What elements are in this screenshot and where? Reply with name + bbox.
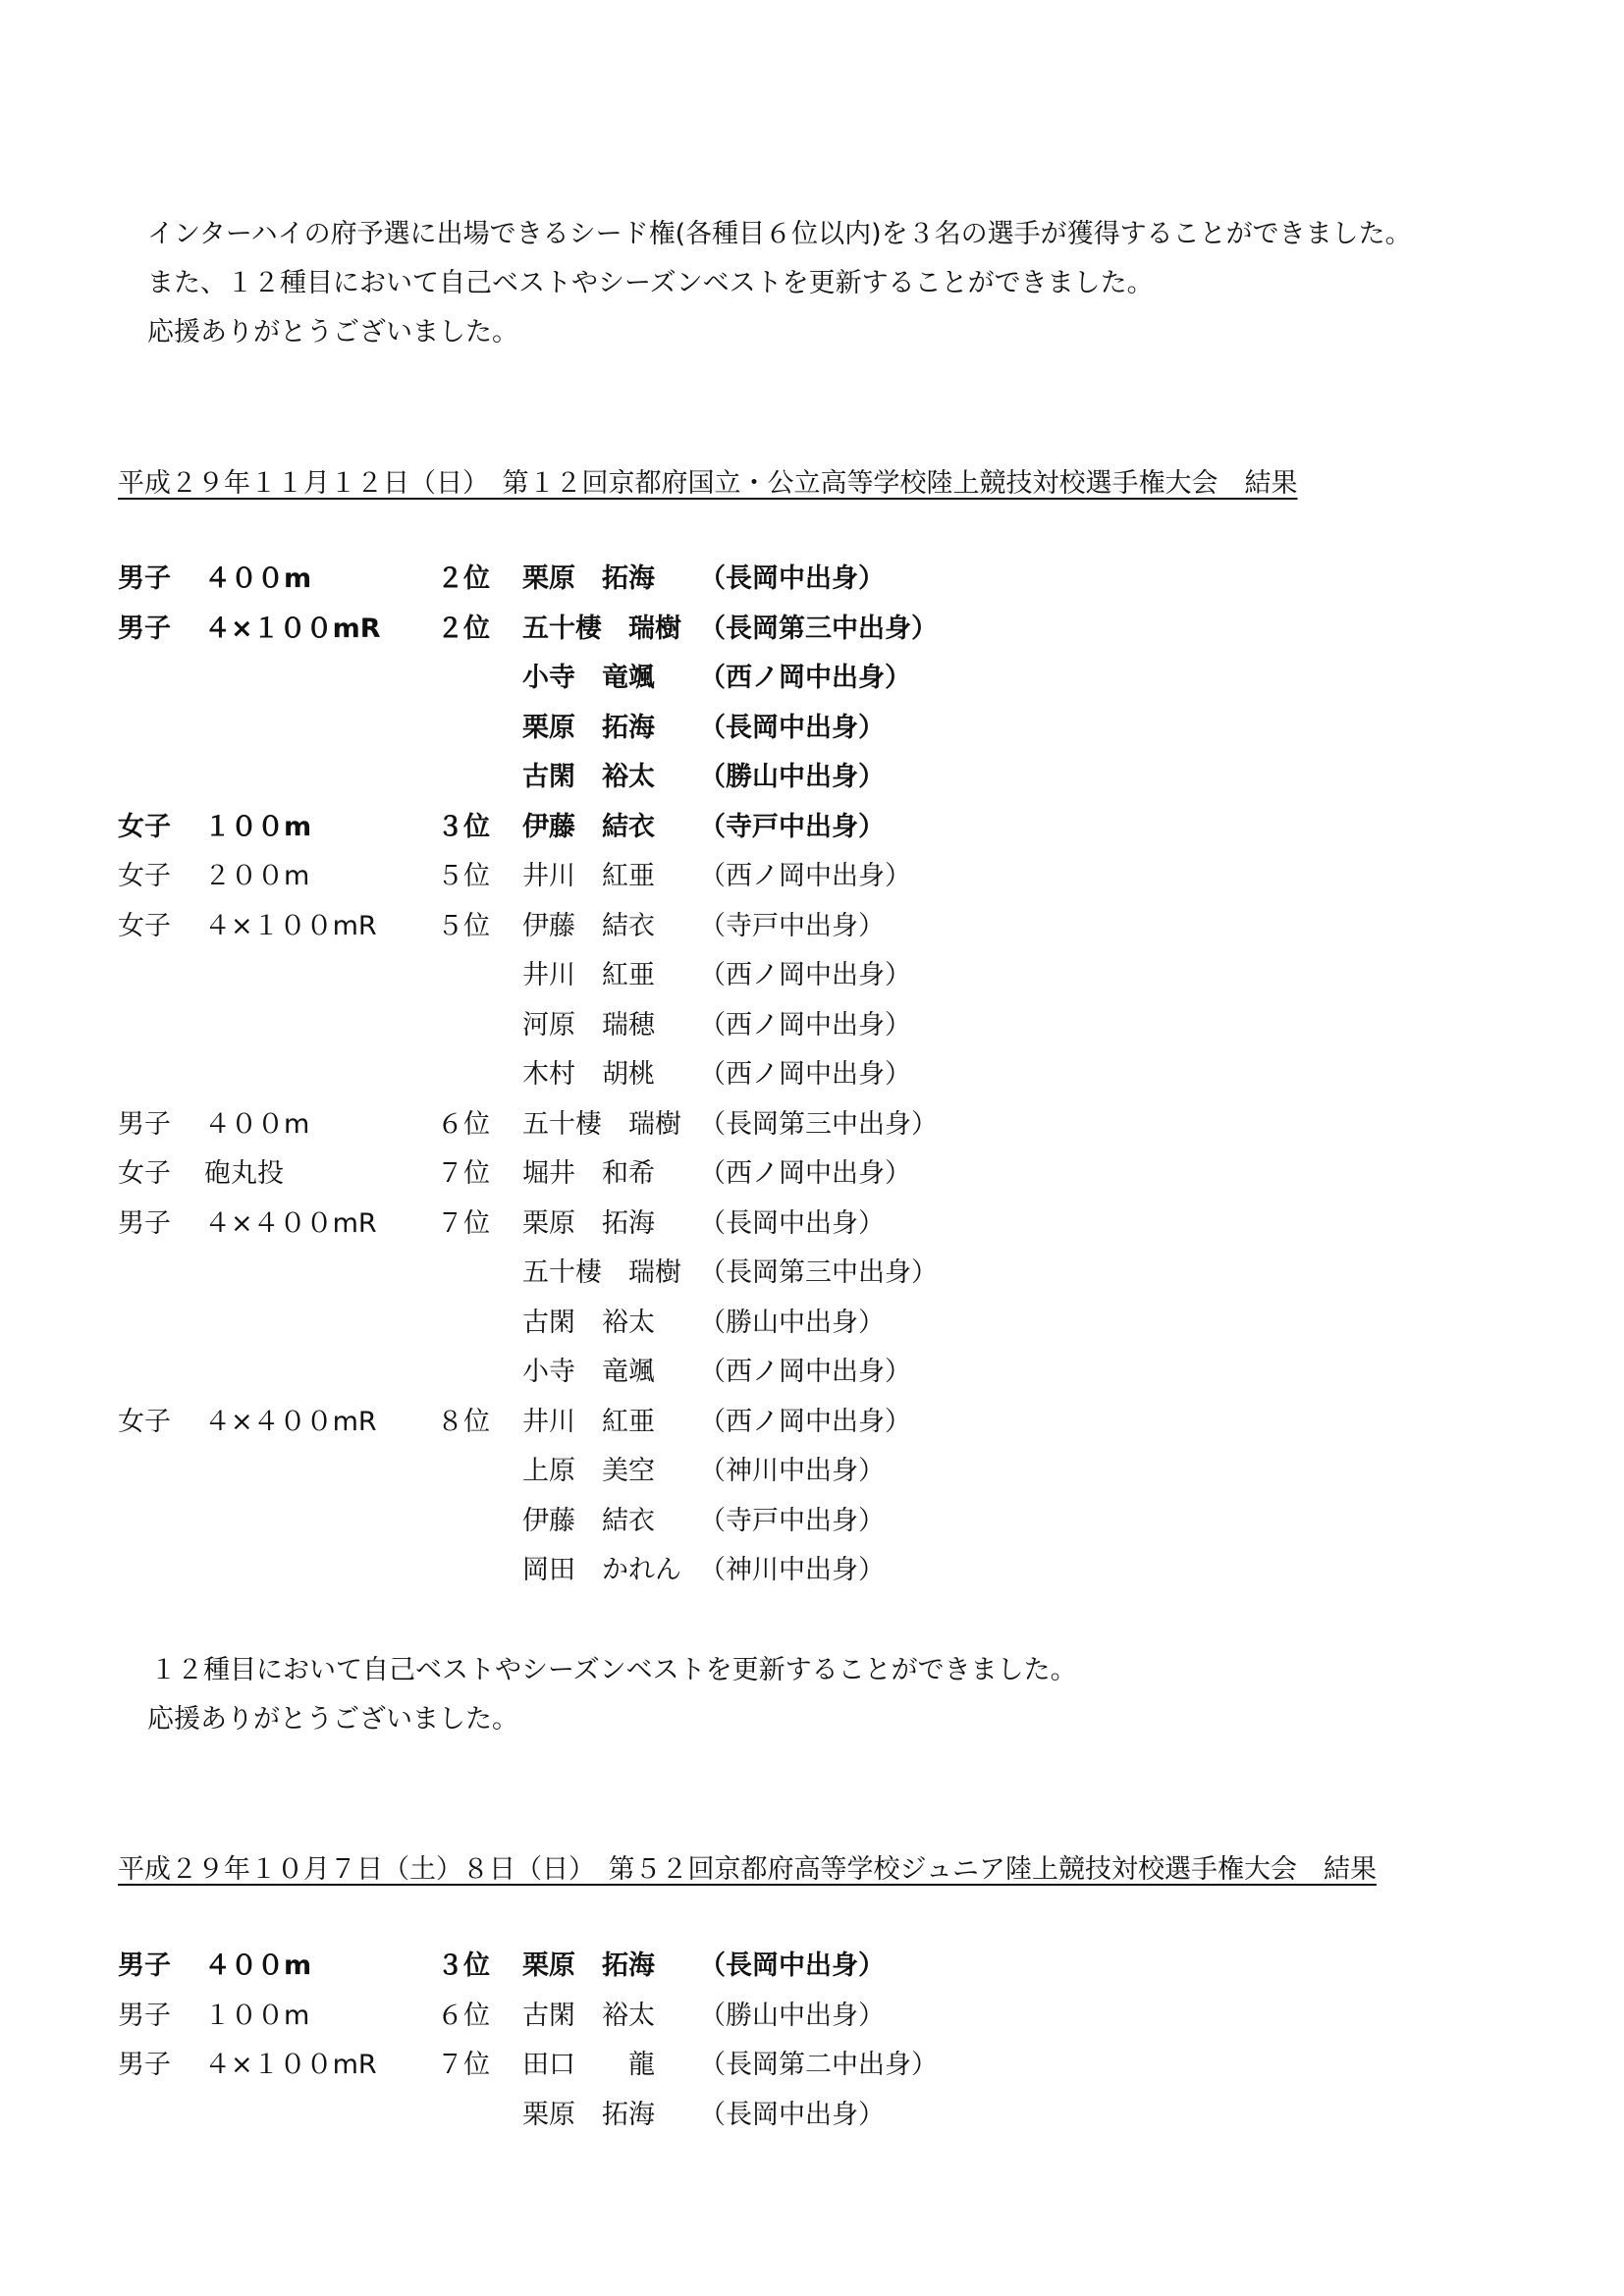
result-school: （寺戸中出身） bbox=[699, 910, 885, 941]
result-rank: ５位 bbox=[437, 861, 490, 891]
result-athlete-name: 伊藤 結衣 bbox=[522, 1505, 655, 1536]
closing-line: 応援ありがとうございました。 bbox=[147, 1704, 518, 1735]
result-school: （長岡第三中出身） bbox=[699, 1257, 938, 1288]
result-event: ４×４００mR bbox=[204, 1207, 377, 1239]
result-athlete-name: 井川 紅亜 bbox=[522, 861, 655, 891]
result-gender: 男子 bbox=[118, 613, 171, 644]
result-rank: ２位 bbox=[437, 613, 490, 644]
result-rank: ３位 bbox=[437, 1950, 490, 1981]
result-athlete-name: 栗原 拓海 bbox=[522, 1207, 655, 1239]
result-athlete-name: 河原 瑞穂 bbox=[522, 1009, 655, 1041]
result-school: （神川中出身） bbox=[699, 1555, 885, 1585]
result-athlete-name: 伊藤 結衣 bbox=[522, 910, 655, 941]
result-event: １００m bbox=[204, 811, 312, 842]
result-athlete-name: 五十棲 瑞樹 bbox=[522, 613, 681, 644]
result-school: （勝山中出身） bbox=[699, 762, 885, 792]
result-rank: ７位 bbox=[437, 2050, 490, 2080]
result-athlete-name: 栗原 拓海 bbox=[522, 1950, 655, 1981]
result-school: （長岡中出身） bbox=[699, 1950, 885, 1981]
result-event: 砲丸投 bbox=[204, 1158, 284, 1189]
result-school: （長岡第二中出身） bbox=[699, 2050, 938, 2080]
result-event: ４×１００mR bbox=[204, 613, 381, 644]
intro-paragraph bbox=[147, 210, 1412, 357]
result-athlete-name: 五十棲 瑞樹 bbox=[522, 1257, 681, 1288]
closing-line: １２種目において自己ベストやシーズンベストを更新することができました。 bbox=[150, 1655, 1077, 1685]
result-rank: ７位 bbox=[437, 1158, 490, 1189]
result-rank: ２位 bbox=[437, 563, 490, 594]
result-event: ２００m bbox=[204, 861, 310, 891]
result-school: （西ノ岡中出身） bbox=[699, 663, 911, 693]
result-gender: 男子 bbox=[118, 1108, 171, 1140]
result-school: （西ノ岡中出身） bbox=[699, 1059, 911, 1090]
result-gender: 女子 bbox=[118, 910, 171, 941]
result-gender: 女子 bbox=[118, 1158, 171, 1189]
result-gender: 女子 bbox=[118, 811, 171, 842]
result-athlete-name: 井川 紅亜 bbox=[522, 960, 655, 990]
result-athlete-name: 上原 美空 bbox=[522, 1456, 655, 1486]
intro-line: 応援ありがとうございました。 bbox=[147, 317, 518, 347]
result-rank: ５位 bbox=[437, 910, 490, 941]
result-athlete-name: 堀井 和希 bbox=[522, 1158, 655, 1189]
result-school: （長岡中出身） bbox=[699, 712, 885, 743]
result-school: （西ノ岡中出身） bbox=[699, 861, 911, 891]
result-gender: 男子 bbox=[118, 563, 171, 594]
result-rank: ３位 bbox=[437, 811, 490, 842]
result-school: （西ノ岡中出身） bbox=[699, 1357, 911, 1387]
result-school: （長岡第三中出身） bbox=[699, 1108, 938, 1140]
result-school: （長岡中出身） bbox=[699, 2099, 885, 2130]
section2-heading: 平成２９年１０月７日（土）８日（日） 第５２回京都府高等学校ジュニア陸上競技対校選手権大会 結果 bbox=[118, 1854, 1377, 1885]
result-event: ４×４００mR bbox=[204, 1406, 377, 1437]
result-athlete-name: 伊藤 結衣 bbox=[522, 811, 655, 842]
result-school: （神川中出身） bbox=[699, 1456, 885, 1486]
result-rank: ８位 bbox=[437, 1406, 490, 1437]
result-athlete-name: 古閑 裕太 bbox=[522, 762, 655, 792]
result-event: ４×１００mR bbox=[204, 2050, 377, 2080]
result-school: （西ノ岡中出身） bbox=[699, 1009, 911, 1041]
result-event: ４×１００mR bbox=[204, 910, 377, 941]
result-school: （長岡第三中出身） bbox=[699, 613, 938, 644]
result-school: （寺戸中出身） bbox=[699, 1505, 885, 1536]
intro-line: インターハイの府予選に出場できるシード権(各種目６位以内)を３名の選手が獲得することができました。 bbox=[147, 219, 1412, 249]
result-school: （西ノ岡中出身） bbox=[699, 1406, 911, 1437]
result-gender: 男子 bbox=[118, 2000, 171, 2031]
section1-closing bbox=[147, 1646, 1077, 1744]
result-school: （勝山中出身） bbox=[699, 2000, 885, 2031]
result-school: （西ノ岡中出身） bbox=[699, 960, 911, 990]
result-event: ４００m bbox=[204, 563, 312, 594]
result-gender: 男子 bbox=[118, 2050, 171, 2080]
result-athlete-name: 栗原 拓海 bbox=[522, 2099, 655, 2130]
result-athlete-name: 古閑 裕太 bbox=[522, 1307, 655, 1338]
result-athlete-name: 小寺 竜颯 bbox=[522, 1357, 655, 1387]
result-gender: 男子 bbox=[118, 1950, 171, 1981]
result-athlete-name: 岡田 かれん bbox=[522, 1555, 681, 1585]
result-athlete-name: 五十棲 瑞樹 bbox=[522, 1108, 681, 1140]
result-gender: 男子 bbox=[118, 1207, 171, 1239]
section1-heading: 平成２９年１１月１２日（日） 第１２回京都府国立・公立高等学校陸上競技対校選手権大会 結果 bbox=[118, 468, 1298, 499]
result-athlete-name: 栗原 拓海 bbox=[522, 563, 655, 594]
result-school: （寺戸中出身） bbox=[699, 811, 885, 842]
result-school: （勝山中出身） bbox=[699, 1307, 885, 1338]
result-school: （西ノ岡中出身） bbox=[699, 1158, 911, 1189]
result-school: （長岡中出身） bbox=[699, 563, 885, 594]
result-athlete-name: 木村 胡桃 bbox=[522, 1059, 655, 1090]
result-gender: 女子 bbox=[118, 1406, 171, 1437]
result-event: １００m bbox=[204, 2000, 310, 2031]
result-rank: ７位 bbox=[437, 1207, 490, 1239]
result-athlete-name: 井川 紅亜 bbox=[522, 1406, 655, 1437]
result-athlete-name: 栗原 拓海 bbox=[522, 712, 655, 743]
result-event: ４００m bbox=[204, 1108, 310, 1140]
result-school: （長岡中出身） bbox=[699, 1207, 885, 1239]
intro-line: また、１２種目において自己ベストやシーズンベストを更新することができました。 bbox=[147, 268, 1154, 298]
result-gender: 女子 bbox=[118, 861, 171, 891]
result-athlete-name: 田口 龍 bbox=[522, 2050, 655, 2080]
result-athlete-name: 小寺 竜颯 bbox=[522, 663, 655, 693]
result-athlete-name: 古閑 裕太 bbox=[522, 2000, 655, 2031]
result-rank: ６位 bbox=[437, 1108, 490, 1140]
result-rank: ６位 bbox=[437, 2000, 490, 2031]
result-event: ４００m bbox=[204, 1950, 312, 1981]
